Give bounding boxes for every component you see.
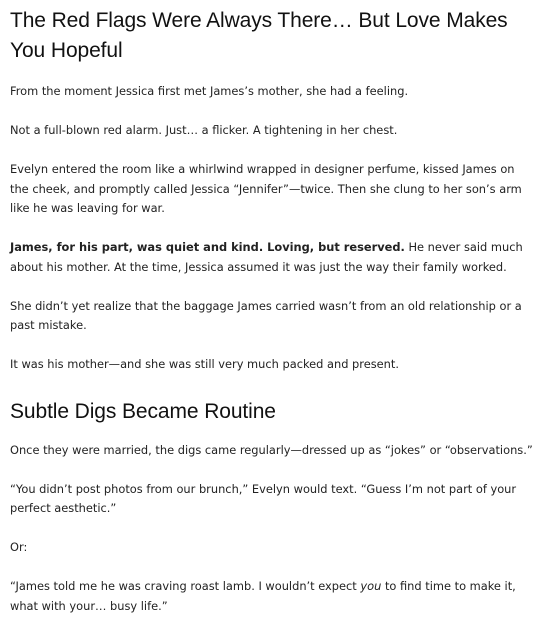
paragraph [10,577,536,616]
paragraph: She didn’t yet realize that the baggage James carried wasn’t from an old relationship or a past mistake. [10,298,522,332]
paragraph: Evelyn entered the room like a whirlwind wrapped in designer perfume, kissed James on the cheek, and promptly called Jessica “Jennifer”—twice. Then she clung to her son’s arm like he was leaving for war. [10,162,522,215]
paragraph-text: “James told me he was craving roast lamb. I wouldn’t expect [10,579,361,593]
paragraph: “You didn’t post photos from our brunch,” Evelyn would text. “Guess I’m not part of your perfect aesthetic.” [10,481,517,515]
paragraph-text: He never said much about his mother. At the time, Jessica assumed it was just the way their family worked. [10,240,523,274]
paragraph: Or: [10,540,28,554]
italic-text: you [360,579,382,593]
paragraph [10,238,536,277]
bold-text: James, for his part, was quiet and kind. Loving, but reserved. [10,240,405,254]
paragraph: Once they were married, the digs came regularly—dressed up as “jokes” or “observations.” [10,442,533,457]
paragraph-text: to find time to make it, what with your… busy life.” [10,579,516,613]
paragraph: It was his mother—and she was still very much packed and present. [10,357,399,371]
section-heading-subtle-digs: Subtle Digs Became Routine [10,399,276,423]
paragraph: Not a full-blown red alarm. Just… a flicker. A tightening in her chest. [10,123,398,137]
section-heading-red-flags: The Red Flags Were Always There… But Love Makes You Hopeful [10,9,508,62]
paragraph: From the moment Jessica first met James’s mother, she had a feeling. [10,84,409,98]
